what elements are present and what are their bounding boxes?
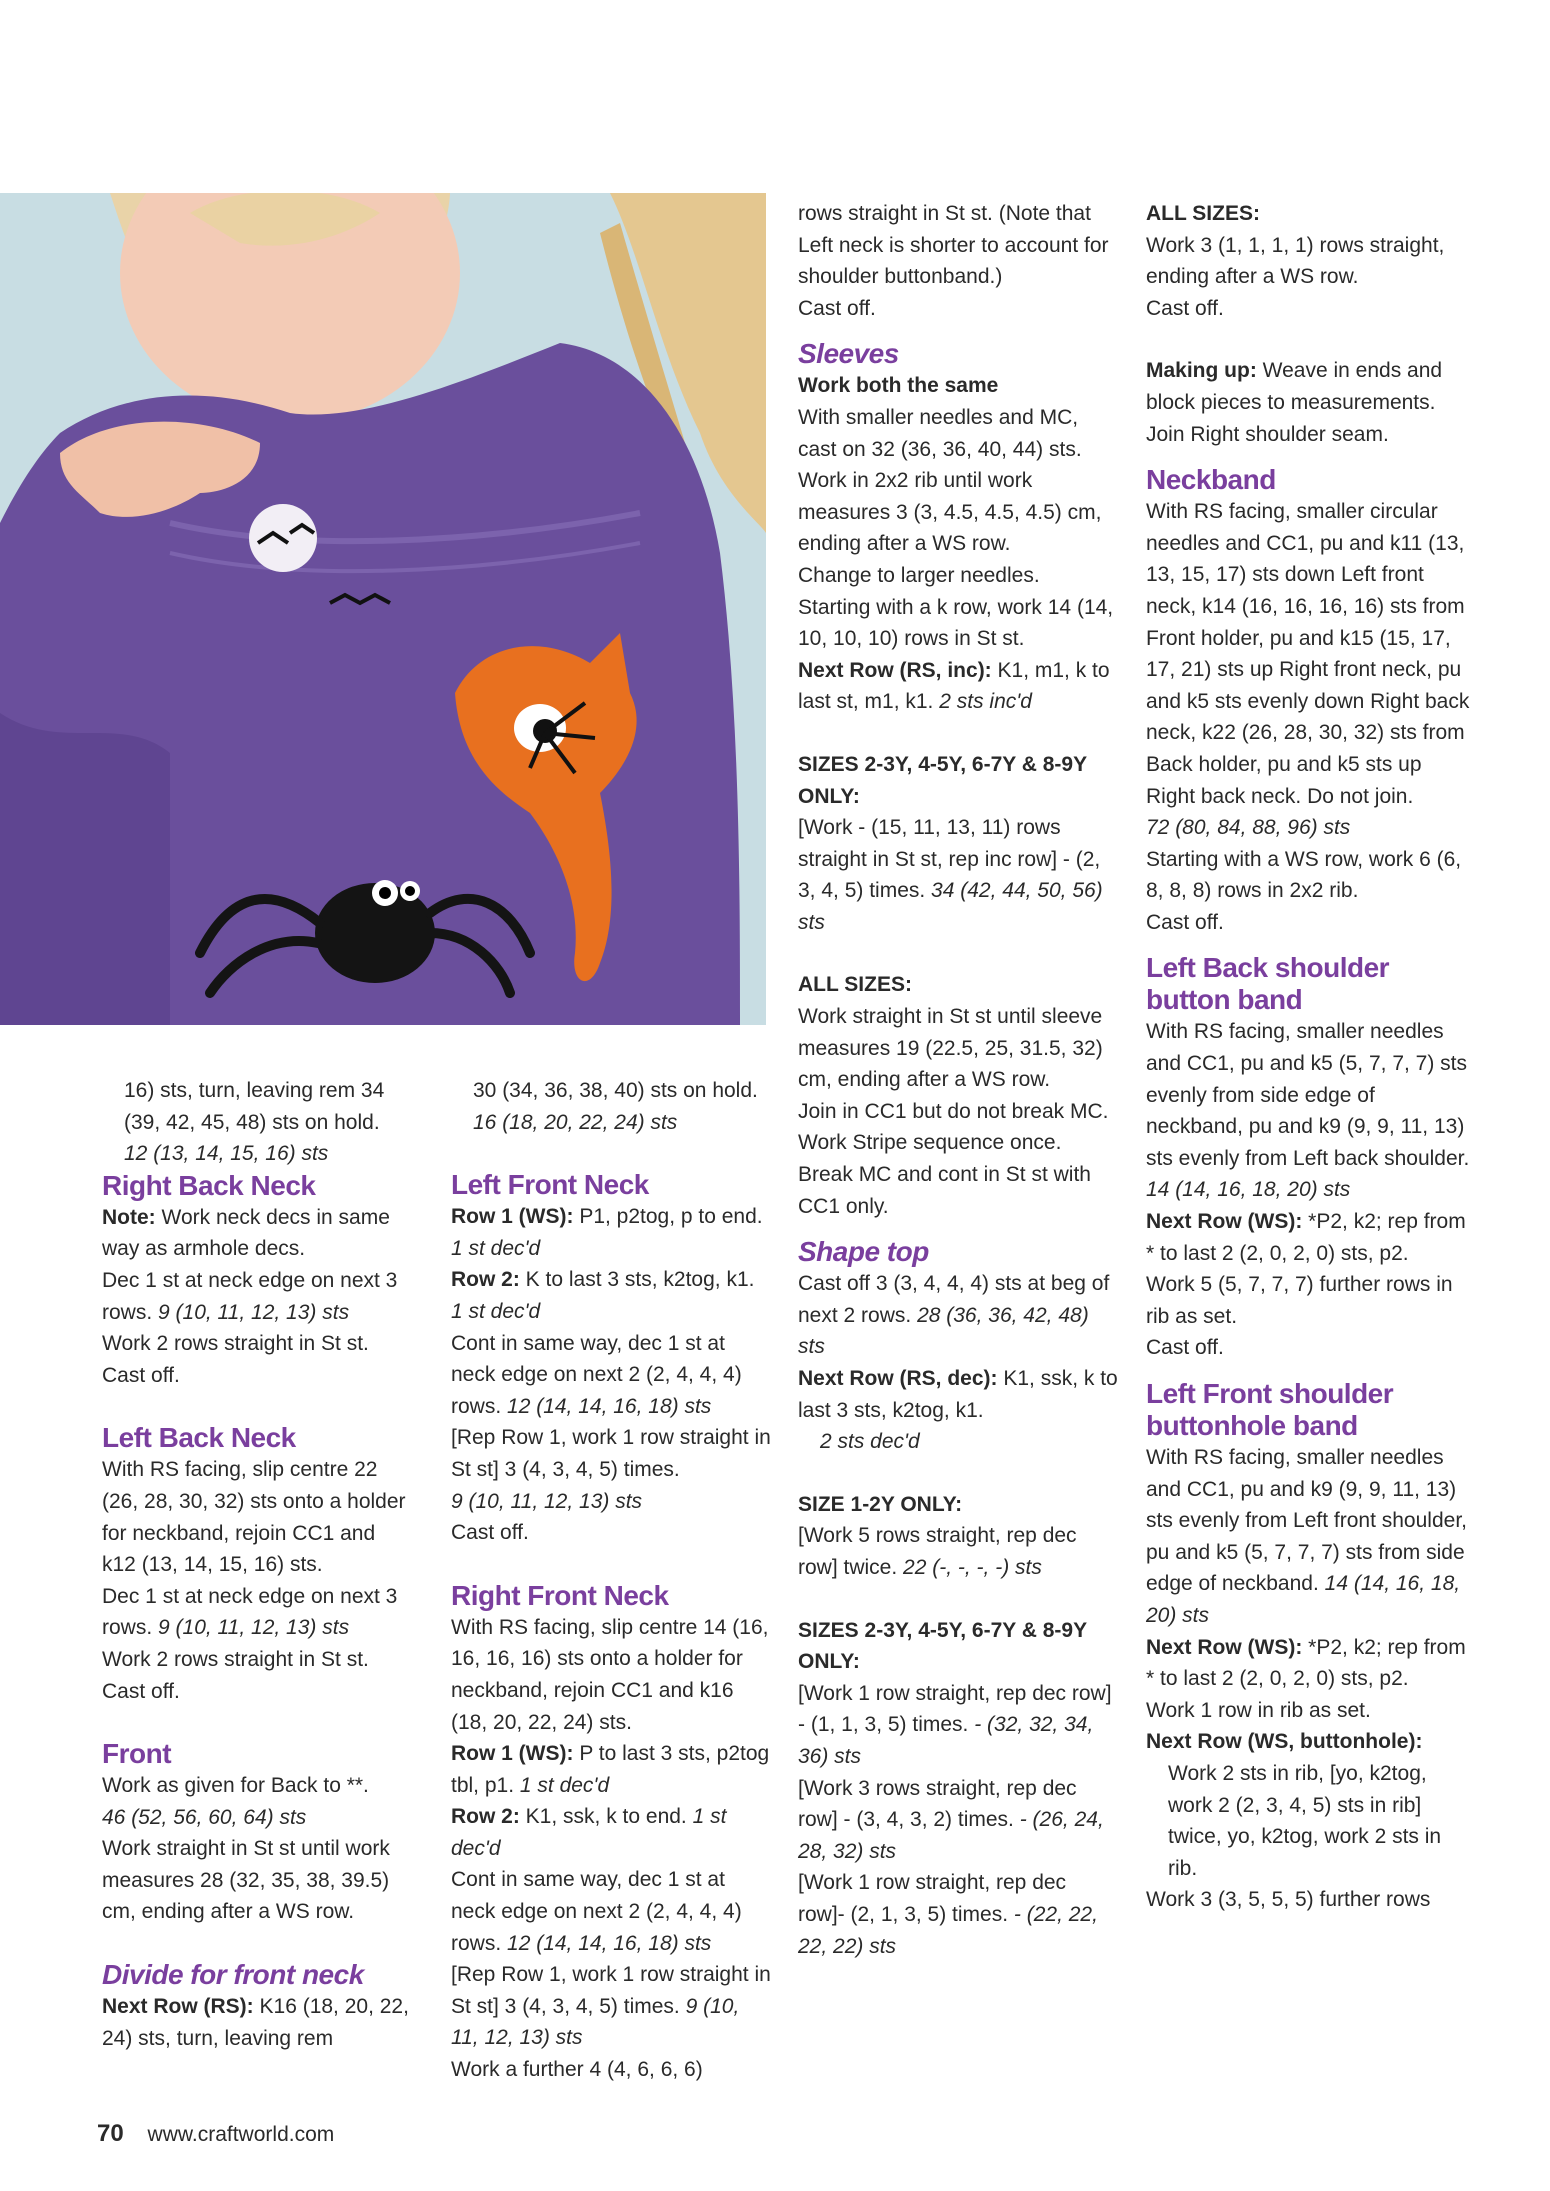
heading-left-front-neck: Left Front Neck [451, 1169, 649, 1201]
paragraph [102, 1991, 412, 2054]
website-link[interactable]: www.craftworld.com [147, 2123, 335, 2146]
paragraph [798, 655, 1118, 718]
column-2 [451, 1075, 771, 2086]
text: [Work - (15, 11, 13, 11) rows straight in St st, rep inc row] - (2, 3, 4, 5) times. [798, 816, 1101, 903]
size-heading: SIZE 1-2Y ONLY: [798, 1492, 963, 1516]
paragraph: Cast off. [1146, 1336, 1224, 1360]
label: Next Row (WS, buttonhole): [1146, 1730, 1423, 1754]
text: K1, ssk, k to last 3 sts, k2tog, k1. [798, 1367, 1118, 1422]
paragraph [1146, 1206, 1476, 1269]
text: K to last 3 sts, k2tog, k1. [519, 1268, 755, 1292]
paragraph: Starting with a WS row, work 6 (6, 8, 8, 8) rows in 2x2 rib. [1146, 847, 1462, 903]
heading-right-front-neck: Right Front Neck [451, 1579, 669, 1611]
text: Cast off 3 (3, 4, 4, 4) sts at beg of next 2 rows. [798, 1272, 1110, 1327]
label: Row 2: [451, 1268, 520, 1292]
photo-child-halloween-jumper [0, 193, 766, 1025]
label: Row 1 (WS): [451, 1205, 574, 1229]
paragraph [451, 1328, 771, 1423]
text-line: (39, 42, 45, 48) sts on hold. [124, 1110, 380, 1134]
paragraph: Work in 2x2 rib until work measures 3 (3, 4.5, 4.5, 4.5) cm, ending after a WS row. [798, 469, 1102, 556]
paragraph [102, 1202, 412, 1265]
paragraph [798, 1363, 1118, 1426]
text: *P2, k2; rep from * to last 2 (2, 0, 2, 0) sts, p2. [1146, 1210, 1466, 1265]
stitch-count: 2 sts dec'd [820, 1430, 920, 1454]
column-4 [1146, 198, 1476, 1916]
paragraph [798, 812, 1118, 938]
stitch-count: 1 st dec'd [451, 1299, 541, 1323]
stitch-count: 9 (10, 11, 12, 13) sts [451, 1489, 643, 1513]
stitch-count: 9 (10, 11, 12, 13) sts [451, 1994, 740, 2050]
text: *P2, k2; rep from * to last 2 (2, 0, 2, 0) sts, p2. [1146, 1635, 1466, 1691]
paragraph: Join in CC1 but do not break MC. [798, 1099, 1109, 1123]
text: P1, p2tog, p to end. [573, 1205, 763, 1229]
stitch-count: 34 (42, 44, 50, 56) sts [798, 879, 1103, 934]
paragraph: Work 2 sts in rib, [yo, k2tog, work 2 (2, 3, 4, 5) sts in rib] twice, yo, k2tog, work 2 sts in rib. [1168, 1761, 1442, 1880]
paragraph: With RS facing, slip centre 14 (16, 16, 16, 16) sts onto a holder for neckband, rejoin CC1 and k16 (18, 20, 22, 24) sts. [451, 1615, 769, 1734]
size-heading: ALL SIZES: [798, 973, 912, 997]
paragraph [798, 1773, 1118, 1868]
paragraph: Work 2 rows straight in St st. [102, 1647, 369, 1671]
paragraph: Work Stripe sequence once. [798, 1131, 1062, 1155]
page-number: 70 [97, 2120, 124, 2147]
subheading: Work both the same [798, 374, 999, 398]
text: P to last 3 sts, p2tog tbl, p1. [451, 1742, 770, 1797]
paragraph [798, 1268, 1118, 1363]
paragraph [1146, 1632, 1476, 1695]
text: Cont in same way, dec 1 st at neck edge on next 2 (2, 4, 4, 4) rows. [451, 1868, 742, 1955]
paragraph: With RS facing, smaller circular needles and CC1, pu and k11 (13, 13, 15, 17) sts down Left front neck, k14 (16, 16, 16, 16) sts from Front holder, pu and k15 (15, 17, 17, 21) sts up Right front neck, pu and k5 sts evenly down Right back neck, k22 (26, 28, 30, 32) sts from Back holder, pu and k5 sts up Right back neck. Do not join. [1146, 500, 1470, 808]
stitch-count: 9 (10, 11, 12, 13) sts [158, 1616, 350, 1640]
paragraph: rows straight in St st. (Note that Left neck is shorter to account for shoulder buttonband.) [798, 202, 1109, 289]
stitch-count: 1 st dec'd [519, 1773, 610, 1797]
stitch-count: 46 (52, 56, 60, 64) sts [102, 1805, 307, 1829]
paragraph: Work as given for Back to **. [102, 1774, 369, 1798]
paragraph: [Rep Row 1, work 1 row straight in St st] 3 (4, 3, 4, 5) times. [451, 1426, 771, 1481]
paragraph: Cast off. [451, 1521, 529, 1545]
paragraph [1146, 355, 1476, 450]
paragraph: Cast off. [102, 1363, 180, 1387]
text: [Work 1 row straight, rep dec row] - (1, 1, 3, 5) times. [798, 1681, 1112, 1737]
paragraph [451, 1801, 771, 1864]
text: [Rep Row 1, work 1 row straight in St st] 3 (4, 3, 4, 5) times. [451, 1963, 771, 2018]
text: K1, ssk, k to end. [519, 1805, 693, 1829]
stitch-count: 12 (14, 14, 16, 18) sts [507, 1931, 712, 1955]
size-heading: SIZES 2-3Y, 4-5Y, 6-7Y & 8-9Y ONLY: [798, 1618, 1087, 1674]
stitch-count: - (32, 32, 34, 36) sts [798, 1713, 1094, 1768]
paragraph: With smaller needles and MC, cast on 32 (36, 36, 40, 44) sts. [798, 405, 1082, 461]
text: 30 (34, 36, 38, 40) sts on hold. [473, 1079, 758, 1102]
paragraph: Cast off. [1146, 296, 1224, 320]
paragraph [451, 1864, 771, 1959]
label: Row 1 (WS): [451, 1742, 574, 1766]
stitch-count: 2 sts inc'd [939, 690, 1032, 714]
stitch-count: 28 (36, 36, 42, 48) sts [798, 1303, 1089, 1359]
page-footer [97, 2120, 334, 2148]
paragraph: Starting with a k row, work 14 (14, 10, 10, 10) rows in St st. [798, 595, 1114, 651]
stitch-count: 14 (14, 16, 18, 20) sts [1146, 1178, 1351, 1202]
paragraph [1146, 1016, 1476, 1206]
paragraph: Work straight in St st until work measures 28 (32, 35, 38, 39.5) cm, ending after a WS row. [102, 1837, 390, 1924]
paragraph [451, 1959, 771, 2054]
paragraph: Work 3 (3, 5, 5, 5) further rows [1146, 1888, 1431, 1912]
paragraph [451, 1738, 771, 1801]
paragraph: Work 1 row in rib as set. [1146, 1698, 1371, 1722]
stitch-count: 9 (10, 11, 12, 13) sts [158, 1300, 350, 1324]
text: Cont in same way, dec 1 st at neck edge on next 2 (2, 4, 4, 4) rows. [451, 1331, 742, 1418]
stitch-count: 14 (14, 16, 18, 20) sts [1146, 1572, 1461, 1627]
text-line: 12 (13, 14, 15, 16) sts [124, 1142, 329, 1166]
paragraph: Break MC and cont in St st with CC1 only. [798, 1163, 1091, 1218]
heading-left-front-shoulder-buttonhole-band: Left Front shoulder buttonhole band [1146, 1378, 1394, 1441]
paragraph [798, 1678, 1118, 1773]
heading-left-back-neck: Left Back Neck [102, 1422, 296, 1454]
paragraph: Work 2 rows straight in St st. [102, 1332, 369, 1356]
label: Making up: [1146, 359, 1257, 383]
paragraph [1146, 1442, 1476, 1632]
label: Next Row (WS): [1146, 1210, 1303, 1234]
paragraph: Cast off. [102, 1679, 180, 1703]
text: Work neck decs in same way as armhole decs. [102, 1205, 390, 1261]
text: K16 (18, 20, 22, 24) sts, turn, leaving rem [102, 1995, 409, 2050]
label: Note: [102, 1205, 156, 1229]
text: Dec 1 st at neck edge on next 3 rows. [102, 1584, 398, 1640]
text: Weave in ends and block pieces to measurements. Join Right shoulder seam. [1146, 359, 1443, 446]
label: Next Row (RS): [102, 1995, 254, 2019]
heading-shape-top: Shape top [798, 1236, 929, 1268]
paragraph [102, 1581, 412, 1644]
text: [Work 1 row straight, rep dec row]- (2, 1, 3, 5) times. [798, 1871, 1067, 1926]
text: With RS facing, smaller needles and CC1, pu and k5 (5, 7, 7, 7) sts evenly from side edge of neckband, pu and k9 (9, 9, 11, 13) sts evenly from Left back shoulder. [1146, 1020, 1470, 1170]
column-1 [102, 1075, 412, 2054]
label: Row 2: [451, 1805, 520, 1829]
label: Next Row (RS, dec): [798, 1367, 998, 1390]
stitch-count: - (22, 22, 22, 22) sts [798, 1902, 1098, 1958]
size-heading: ALL SIZES: [1146, 202, 1260, 225]
paragraph: Work 3 (1, 1, 1, 1) rows straight, ending after a WS row. [1146, 233, 1445, 289]
heading-sleeves: Sleeves [798, 338, 899, 370]
heading-left-back-shoulder-button-band: Left Back shoulder button band [1146, 952, 1390, 1016]
paragraph: Work 5 (5, 7, 7, 7) further rows in rib as set. [1146, 1273, 1453, 1328]
paragraph: With RS facing, slip centre 22 (26, 28, 30, 32) sts onto a holder for neckband, rejoin CC1 and k12 (13, 14, 15, 16) sts. [102, 1458, 406, 1577]
paragraph: Work a further 4 (4, 6, 6, 6) [451, 2058, 703, 2082]
paragraph [451, 1201, 771, 1264]
size-heading: SIZES 2-3Y, 4-5Y, 6-7Y & 8-9Y ONLY: [798, 752, 1087, 808]
paragraph: Work straight in St st until sleeve measures 19 (22.5, 25, 31.5, 32) cm, ending after a WS row. [798, 1005, 1103, 1092]
text: [Work 3 rows straight, rep dec row] - (3, 4, 3, 2) times. [798, 1776, 1077, 1832]
text: Dec 1 st at neck edge on next 3 rows. [102, 1268, 398, 1324]
paragraph [451, 1075, 771, 1138]
paragraph [451, 1264, 771, 1327]
heading-divide-for-front-neck: Divide for front neck [102, 1959, 364, 1991]
heading-neckband: Neckband [1146, 464, 1276, 496]
text-line: 16) sts, turn, leaving rem 34 [124, 1079, 385, 1102]
stitch-count: 16 (18, 20, 22, 24) sts [473, 1110, 678, 1134]
paragraph: Cast off. [798, 296, 876, 320]
paragraph: Cast off. [1146, 910, 1224, 934]
stitch-count: - (26, 24, 28, 32) sts [798, 1808, 1104, 1863]
paragraph [798, 1520, 1118, 1583]
label: Next Row (WS): [1146, 1635, 1303, 1659]
stitch-count: 12 (14, 14, 16, 18) sts [507, 1394, 712, 1418]
heading-right-back-neck: Right Back Neck [102, 1169, 316, 1201]
column-3 [798, 198, 1118, 1962]
text: K1, m1, k to last st, m1, k1. [798, 658, 1110, 714]
paragraph: Change to larger needles. [798, 563, 1040, 587]
text: With RS facing, smaller needles and CC1, pu and k9 (9, 9, 11, 13) sts evenly from Left front shoulder, pu and k5 (5, 7, 7, 7) sts from side edge of neckband. [1146, 1446, 1467, 1596]
paragraph [798, 1867, 1118, 1962]
stitch-count: 22 (-, -, -, -) sts [903, 1555, 1042, 1579]
label: Next Row (RS, inc): [798, 658, 992, 682]
paragraph [102, 1265, 412, 1328]
text: [Work 5 rows straight, rep dec row] twice. [798, 1524, 1077, 1579]
stitch-count: 1 st dec'd [451, 1805, 727, 1860]
heading-front: Front [102, 1738, 172, 1770]
stitch-count: 1 st dec'd [451, 1236, 541, 1260]
stitch-count: 72 (80, 84, 88, 96) sts [1146, 816, 1351, 840]
